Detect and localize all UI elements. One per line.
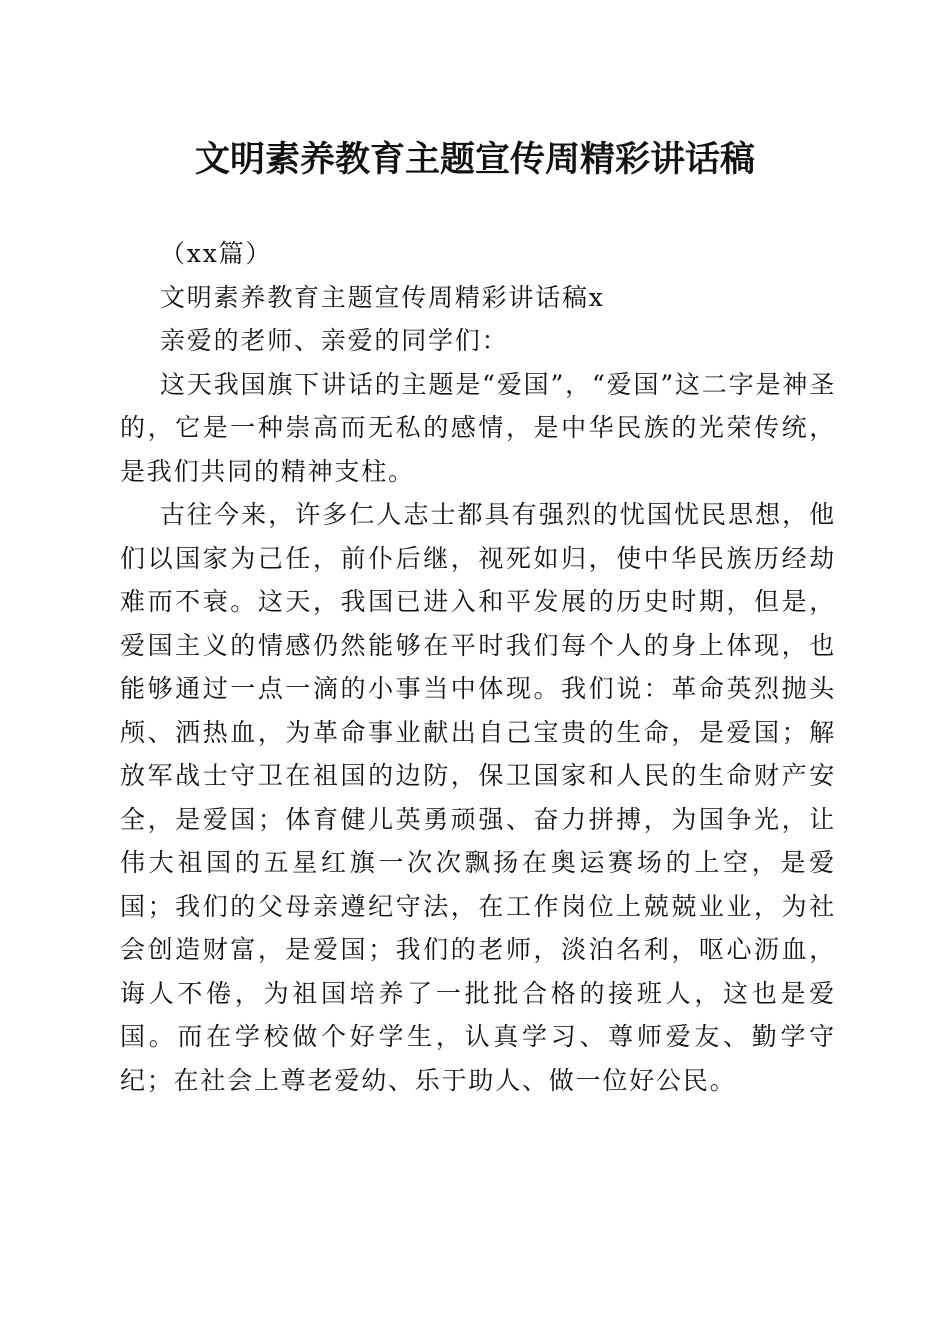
paragraph-intro: 这天我国旗下讲话的主题是“爱国”，“爱国”这二字是神圣的，它是一种崇高而无私的感情，是中华民族的光荣传统，是我们共同的精神支柱。 — [120, 369, 836, 486]
paragraph-salutation: 亲爱的老师、亲爱的同学们： — [160, 326, 509, 355]
document-title: 文明素养教育主题宣传周精彩讲话稿 — [194, 139, 755, 180]
paragraph-count-note: （xx篇） — [160, 239, 273, 268]
paragraph-main: 古往今来，许多仁人志士都具有强烈的忧国忧民思想，他们以国家为己任，前仆后继，视死如归，使中华民族历经劫难而不衰。这天，我国已进入和平发展的历史时期，但是，爱国主义的情感仍然能够在平时我们每个人的身上体现，也能够通过一点一滴的小事当中体现。我们说：革命英烈抛头颅、洒热血，为革命事业献出自己宝贵的生命，是爱国；解放军战士守卫在祖国的边防，保卫国家和人民的生命财产安全，是爱国；体育健儿英勇顽强、奋力拼搏，为国争光，让伟大祖国的五星红旗一次次飘扬在奥运赛场的上空，是爱国；我们的父母亲遵纪守法，在工作岗位上兢兢业业，为社会创造财富，是爱国；我们的老师，淡泊名利，呕心沥血，诲人不倦，为祖国培养了一批批合格的接班人，这也是爱国。而在学校做个好学生，认真学习、尊师爱友、勤学守纪；在社会上尊老爱幼、乐于助人、做一位好公民。 — [120, 500, 836, 1095]
document-body — [120, 232, 836, 1102]
paragraph-subtitle: 文明素养教育主题宣传周精彩讲话稿x — [160, 282, 605, 312]
